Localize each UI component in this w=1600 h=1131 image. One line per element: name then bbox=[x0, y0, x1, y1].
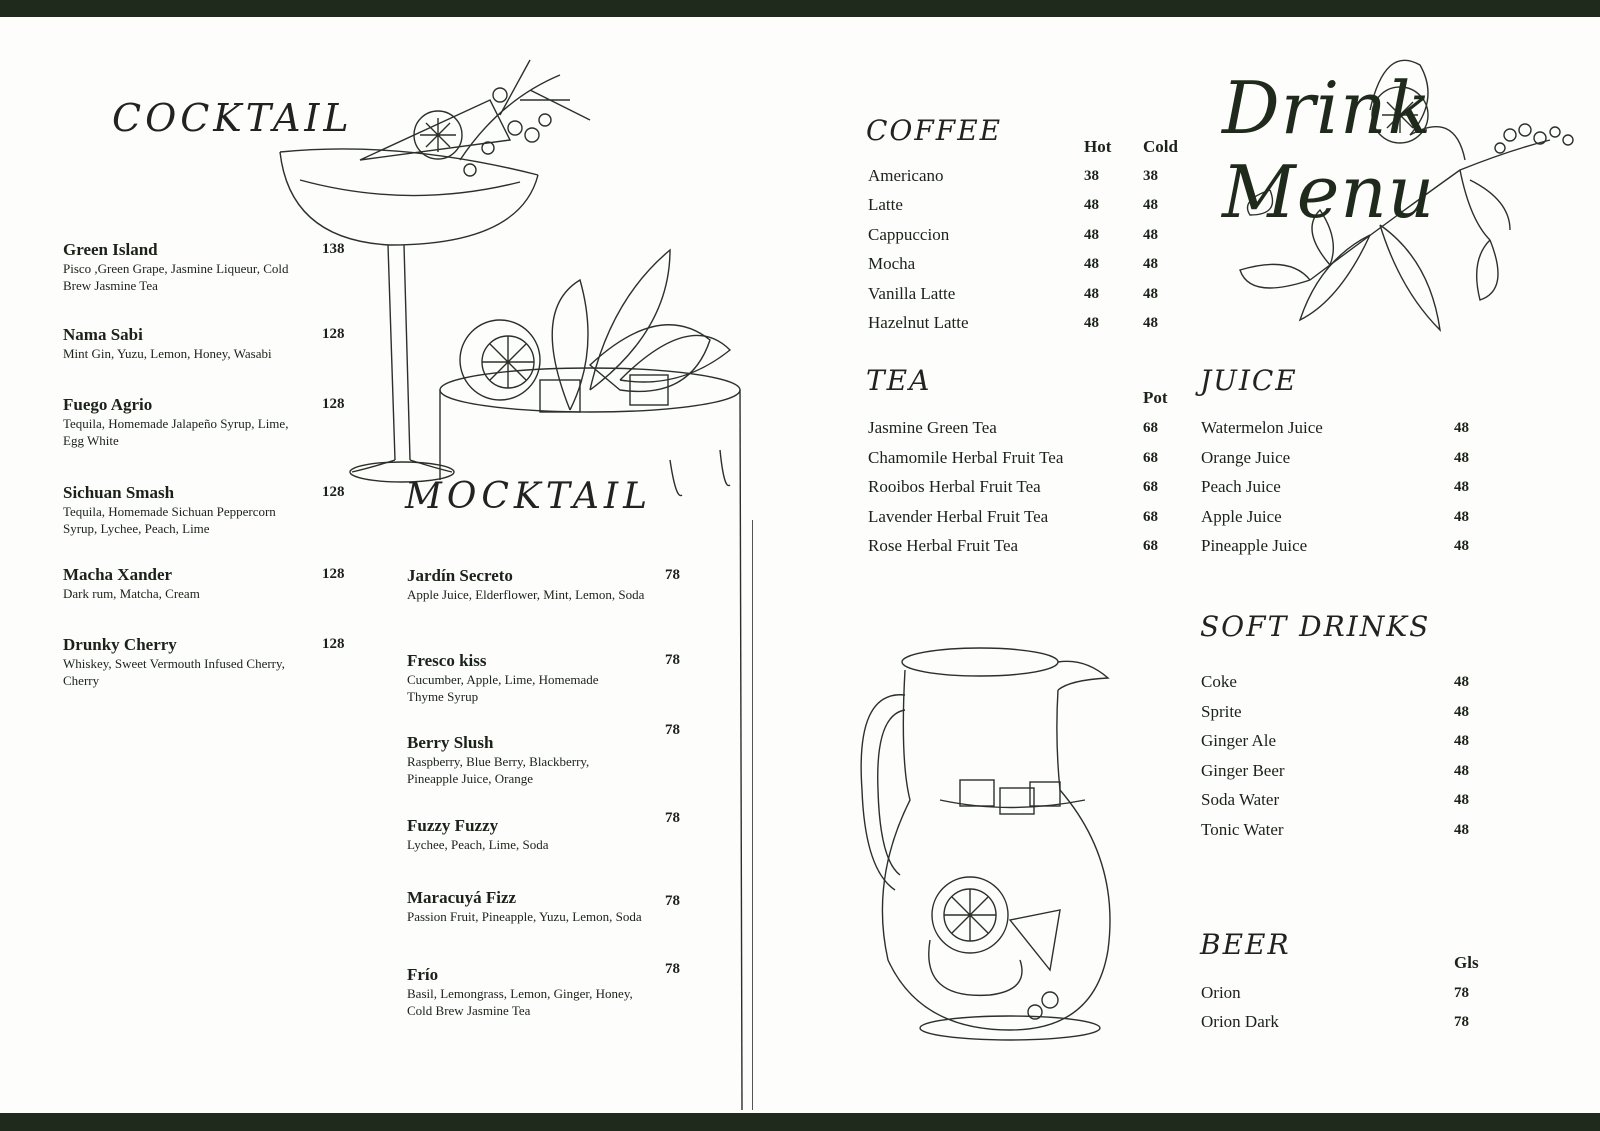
item-price-cold: 48 bbox=[1143, 256, 1158, 272]
list-item bbox=[63, 565, 303, 602]
item-price: 78 bbox=[665, 567, 680, 583]
item-price: 128 bbox=[322, 484, 345, 500]
item-price: 78 bbox=[665, 961, 680, 977]
coffee-cold-header: Cold bbox=[1143, 137, 1178, 156]
item-price-hot: 48 bbox=[1084, 286, 1099, 302]
list-item bbox=[63, 483, 313, 537]
item-price-cold: 48 bbox=[1143, 227, 1158, 243]
item-price-cold: 48 bbox=[1143, 315, 1158, 331]
item-price: 128 bbox=[322, 636, 345, 652]
item-price: 78 bbox=[1454, 1014, 1469, 1030]
item-name: Ginger Beer bbox=[1201, 761, 1285, 780]
item-description: Whiskey, Sweet Vermouth Infused Cherry, Cherry bbox=[63, 656, 285, 688]
item-price-hot: 48 bbox=[1084, 197, 1099, 213]
item-name: Macha Xander bbox=[63, 565, 173, 584]
item-price: 68 bbox=[1143, 479, 1158, 495]
soft-drinks-heading: SOFT DRINKS bbox=[1200, 610, 1431, 643]
item-price: 48 bbox=[1454, 479, 1469, 495]
item-price: 78 bbox=[665, 722, 680, 738]
item-description: Passion Fruit, Pineapple, Yuzu, Lemon, Soda bbox=[407, 909, 642, 924]
item-price-hot: 48 bbox=[1084, 227, 1099, 243]
item-name: Apple Juice bbox=[1201, 507, 1282, 526]
item-price-cold: 48 bbox=[1143, 197, 1158, 213]
item-name: Green Island bbox=[63, 240, 158, 259]
juice-heading: JUICE bbox=[1200, 364, 1298, 397]
item-price: 48 bbox=[1454, 674, 1469, 690]
item-price: 48 bbox=[1454, 450, 1469, 466]
item-price: 48 bbox=[1454, 822, 1469, 838]
item-name: Orange Juice bbox=[1201, 448, 1291, 467]
list-item bbox=[407, 965, 637, 1019]
item-price: 78 bbox=[665, 810, 680, 826]
item-description: Raspberry, Blue Berry, Blackberry, Pineapple Juice, Orange bbox=[407, 754, 590, 786]
item-name: Rose Herbal Fruit Tea bbox=[868, 536, 1019, 555]
item-name: Rooibos Herbal Fruit Tea bbox=[868, 477, 1041, 496]
item-name: Orion Dark bbox=[1201, 1012, 1279, 1031]
list-item bbox=[407, 651, 637, 705]
item-price: 68 bbox=[1143, 509, 1158, 525]
list-item bbox=[407, 733, 637, 787]
item-description: Mint Gin, Yuzu, Lemon, Honey, Wasabi bbox=[63, 346, 272, 361]
item-description: Tequila, Homemade Sichuan Peppercorn Syrup, Lychee, Peach, Lime bbox=[63, 504, 276, 536]
item-name: Mocha bbox=[868, 254, 916, 273]
item-name: Fuego Agrio bbox=[63, 395, 153, 414]
item-price: 68 bbox=[1143, 450, 1158, 466]
item-name: Sichuan Smash bbox=[63, 483, 175, 502]
item-name: Sprite bbox=[1201, 702, 1242, 721]
item-name: Chamomile Herbal Fruit Tea bbox=[868, 448, 1064, 467]
item-price: 68 bbox=[1143, 538, 1158, 554]
item-name: Orion bbox=[1201, 983, 1241, 1002]
item-name: Fresco kiss bbox=[407, 651, 487, 670]
item-price: 48 bbox=[1454, 763, 1469, 779]
list-item bbox=[63, 325, 323, 362]
item-price: 128 bbox=[322, 396, 345, 412]
item-price: 48 bbox=[1454, 420, 1469, 436]
item-price: 138 bbox=[322, 241, 345, 257]
tea-heading: TEA bbox=[866, 364, 932, 397]
list-item bbox=[407, 888, 657, 925]
item-price: 48 bbox=[1454, 704, 1469, 720]
item-name: Pineapple Juice bbox=[1201, 536, 1308, 555]
beer-gls-header: Gls bbox=[1454, 953, 1479, 972]
cocktail-heading: COCKTAIL bbox=[112, 96, 353, 140]
item-description: Pisco ,Green Grape, Jasmine Liqueur, Cold Brew Jasmine Tea bbox=[63, 261, 289, 293]
item-name: Watermelon Juice bbox=[1201, 418, 1323, 437]
item-name: Vanilla Latte bbox=[868, 284, 956, 303]
item-price-cold: 38 bbox=[1143, 168, 1158, 184]
item-name: Nama Sabi bbox=[63, 325, 143, 344]
item-price: 78 bbox=[1454, 985, 1469, 1001]
item-name: Berry Slush bbox=[407, 733, 494, 752]
item-name: Fuzzy Fuzzy bbox=[407, 816, 499, 835]
list-item bbox=[407, 816, 637, 853]
item-name: Latte bbox=[868, 195, 903, 214]
coffee-heading: COFFEE bbox=[866, 114, 1003, 147]
item-description: Apple Juice, Elderflower, Mint, Lemon, Soda bbox=[407, 587, 645, 602]
item-name: Cappuccion bbox=[868, 225, 950, 244]
item-name: Frío bbox=[407, 965, 439, 984]
item-name: Jasmine Green Tea bbox=[868, 418, 997, 437]
item-price-hot: 48 bbox=[1084, 256, 1099, 272]
mocktail-heading: MOCKTAIL bbox=[405, 476, 652, 517]
item-price: 48 bbox=[1454, 792, 1469, 808]
item-name: Peach Juice bbox=[1201, 477, 1281, 496]
item-name: Lavender Herbal Fruit Tea bbox=[868, 507, 1049, 526]
item-name: Maracuyá Fizz bbox=[407, 888, 517, 907]
item-price-cold: 48 bbox=[1143, 286, 1158, 302]
list-item bbox=[407, 566, 657, 603]
item-price: 48 bbox=[1454, 733, 1469, 749]
item-description: Dark rum, Matcha, Cream bbox=[63, 586, 200, 601]
item-price: 78 bbox=[665, 893, 680, 909]
top-border bbox=[0, 0, 1600, 17]
coffee-hot-header: Hot bbox=[1084, 137, 1112, 156]
item-price: 48 bbox=[1454, 509, 1469, 525]
item-name: Soda Water bbox=[1201, 790, 1280, 809]
item-description: Lychee, Peach, Lime, Soda bbox=[407, 837, 549, 852]
item-name: Jardín Secreto bbox=[407, 566, 513, 585]
item-price: 128 bbox=[322, 326, 345, 342]
item-price: 128 bbox=[322, 566, 345, 582]
item-name: Tonic Water bbox=[1201, 820, 1284, 839]
item-name: Drunky Cherry bbox=[63, 635, 177, 654]
menu-title: Drink Menu bbox=[1222, 66, 1436, 234]
item-price-hot: 38 bbox=[1084, 168, 1099, 184]
beer-heading: BEER bbox=[1200, 928, 1291, 961]
item-name: Hazelnut Latte bbox=[868, 313, 969, 332]
item-name: Americano bbox=[868, 166, 944, 185]
item-price-hot: 48 bbox=[1084, 315, 1099, 331]
item-price: 78 bbox=[665, 652, 680, 668]
item-name: Coke bbox=[1201, 672, 1237, 691]
list-item bbox=[63, 395, 303, 449]
item-name: Ginger Ale bbox=[1201, 731, 1277, 750]
list-item bbox=[63, 635, 293, 689]
item-description: Basil, Lemongrass, Lemon, Ginger, Honey, Cold Brew Jasmine Tea bbox=[407, 986, 633, 1018]
item-price: 48 bbox=[1454, 538, 1469, 554]
bottom-border bbox=[0, 1113, 1600, 1131]
list-item bbox=[63, 240, 303, 294]
pitcher-illustration bbox=[860, 640, 1130, 1070]
item-description: Cucumber, Apple, Lime, Homemade Thyme Syrup bbox=[407, 672, 599, 704]
tea-pot-header: Pot bbox=[1143, 388, 1168, 407]
item-description: Tequila, Homemade Jalapeño Syrup, Lime, Egg White bbox=[63, 416, 289, 448]
item-price: 68 bbox=[1143, 420, 1158, 436]
